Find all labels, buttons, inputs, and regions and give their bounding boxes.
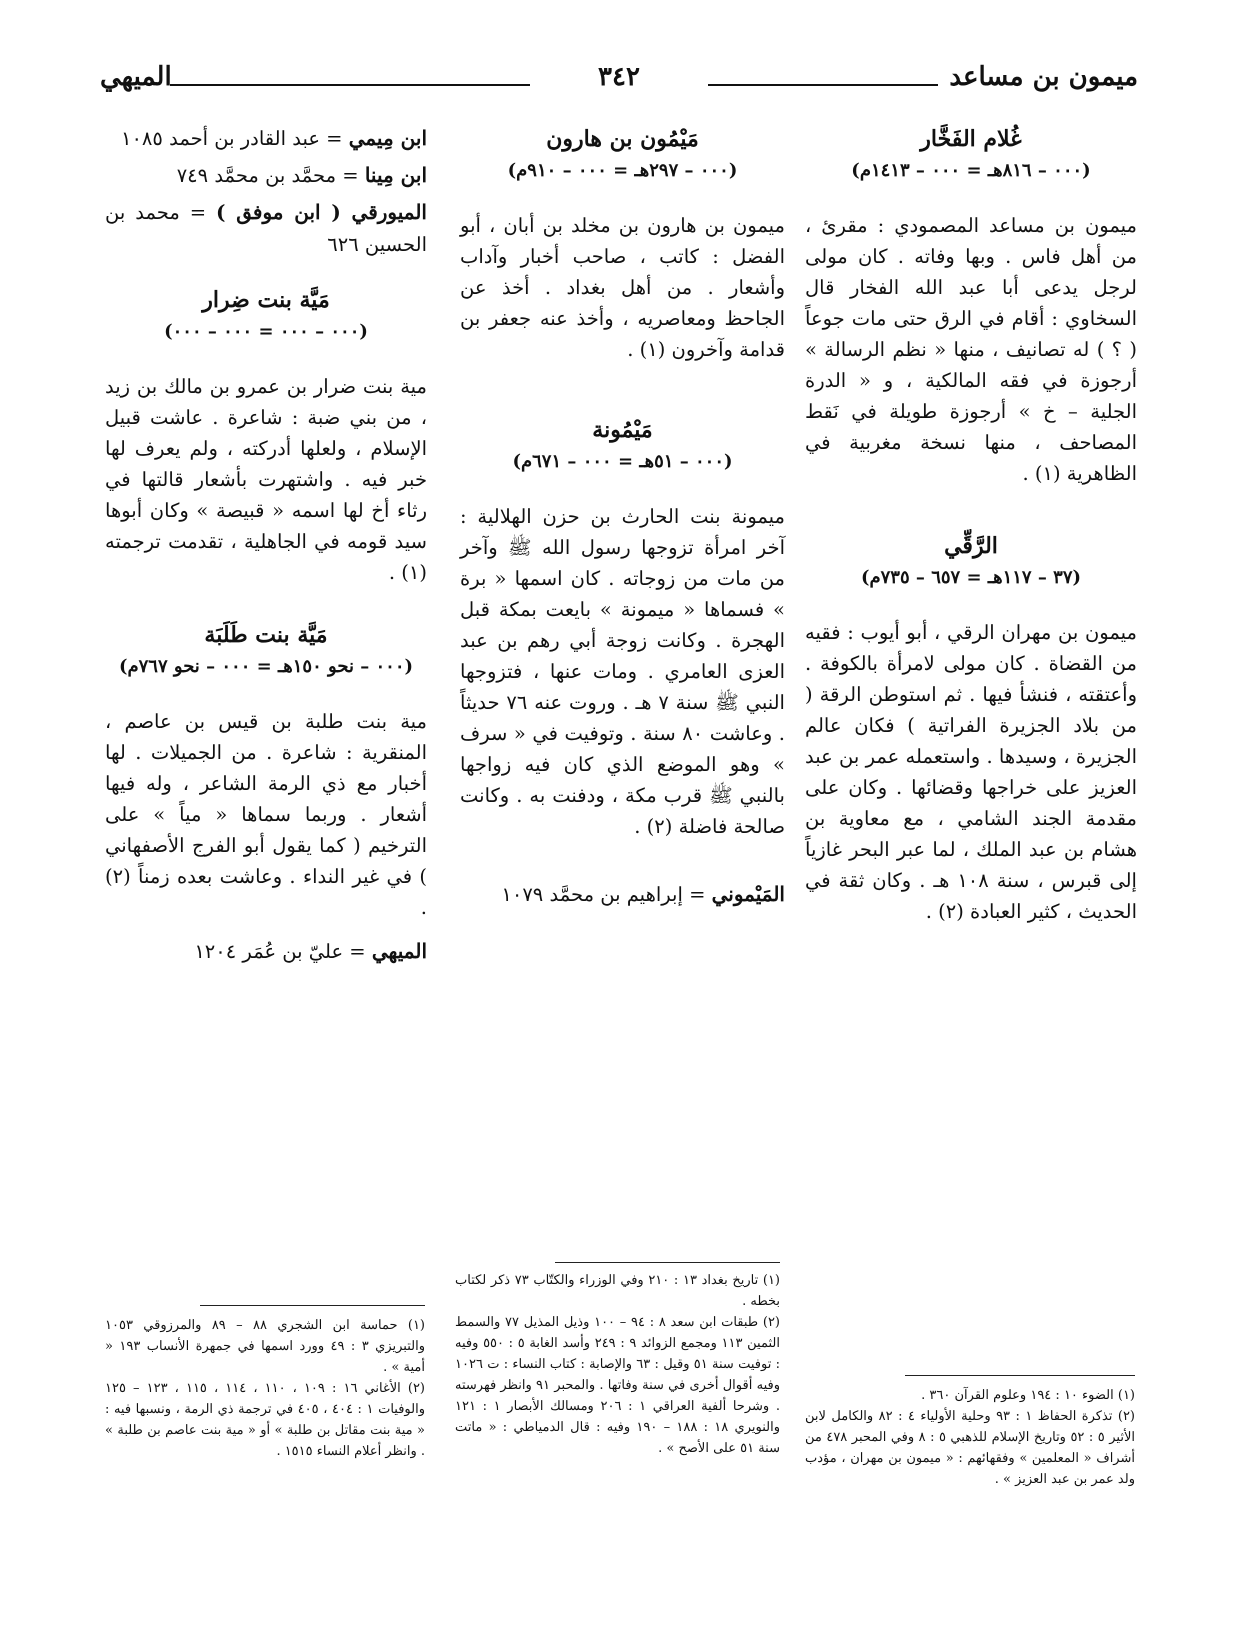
cross-reference [105, 159, 427, 192]
entry-title: غُلام الفَخَّار [920, 126, 1022, 152]
entry-dates: (٠٠٠ – ٢٩٧هـ = ٠٠٠ – ٩١٠م) [507, 160, 738, 181]
entry-dates: (٣٧ – ١١٧هـ = ٦٥٧ – ٧٣٥م) [860, 567, 1082, 588]
xref-name: الميهي [371, 939, 427, 963]
cross-reference [105, 196, 427, 261]
entry-mayya-bint-dirar [105, 283, 427, 588]
entry-mayya-bint-talaba [105, 618, 427, 923]
xref-name: ابن مِيمي [348, 126, 427, 150]
xref-name: الميورقي ( ابن موفق ) [216, 200, 427, 224]
running-head-left: الميهي [100, 62, 172, 92]
page-header [100, 62, 1138, 102]
entry-body: مية بنت طلبة بن قيس بن عاصم ، المنقرية : شاعرة . من الجميلات . لها أخبار مع ذي الرمة الشاعر ، وله فيها أشعار . وربما سماها « مياً » على الترخيم ( كما يقول أبو الفرج الأصفهاني ) في غير النداء . وعاشت بعده زمناً (٢) . [105, 710, 427, 919]
footnote: (١) حماسة ابن الشجري ٨٨ – ٨٩ والمرزوقي ١٠٥٣ والتبريزي ٣ : ٤٩ وورد اسمها في جمهرة الأنساب ١٩٣ « أمية » . [105, 1318, 425, 1375]
entry-title: مَيَّة بنت ضِرار [202, 287, 330, 313]
footnote: (١) تاريخ بغداد ١٣ : ٢١٠ وفي الوزراء والكتّاب ٧٣ ذكر لكتاب بخطه . [455, 1273, 780, 1309]
entry-body: ميمون بن مساعد المصمودي : مقرئ ، من أهل فاس . وبها وفاته . كان مولى لرجل يدعى أبا عبد الله الفخار قال السخاوي : أقام في الرق حتى مات جوعاً ( ؟ ) له تصانيف ، منها « نظم الرسالة » أرجوزة في فقه المالكية ، و « الدرة الجلية – خ » أرجوزة طويلة في نَقط المصاحف ، منها نسخة مغربية في الظاهرية (١) . [805, 214, 1137, 485]
xref-target: = محمَّد بن محمَّد ٧٤٩ [176, 164, 365, 187]
footnote: (٢) الأغاني ١٦ : ١٠٩ ، ١١٠ ، ١١٤ ، ١١٥ ، ١٢٣ – ١٢٥ والوفيات ١ : ٤٠٤ ، ٤٠٥ في ترجمة ذي الرمة ، ونسبها فيه : « مية بنت مقاتل بن طلبة » أو « مية بنت عاصم بن طلبة » . وانظر أعلام النساء ١٥١٥ . [105, 1381, 425, 1459]
xref-target: = عليّ بن عُمَر ١٢٠٤ [194, 940, 372, 963]
footnote-rule [905, 1375, 1135, 1376]
entry-alraqqi [805, 529, 1137, 927]
entry-body: مية بنت ضرار بن عمرو بن مالك بن زيد ، من بني ضبة : شاعرة . عاشت قبيل الإسلام ، ولعلها أدركته ، ولم يعرف لها خبر فيه . واشتهرت بأشعار قالتها في رثاء أخ لها اسمه « قبيصة » وكان أبوها سيد قومه في الجاهلية ، تقدمت ترجمته (١) . [105, 375, 427, 584]
running-head-right: ميمون بن مساعد [949, 62, 1138, 92]
footnote: (٢) تذكرة الحفاظ ١ : ٩٣ وحلية الأولياء ٤ : ٨٢ والكامل لابن الأثير ٥ : ٥٢ وتاريخ الإسلام للذهبي ٥ : ٨ وفي المحبر ٤٧٨ من أشراف « المعلمين » وفقهائهم : « ميمون بن مهران ، مؤدب ولد عمر بن عبد العزيز » . [805, 1409, 1135, 1487]
footnotes-right [805, 1385, 1135, 1490]
entry-dates: (٠٠٠ – ٠٠٠ = ٠٠٠ – ٠٠٠) [164, 321, 368, 342]
footnotes-left [105, 1315, 425, 1462]
entry-maymun-bin-harun [460, 122, 785, 365]
header-rule-left [170, 84, 530, 86]
entry-dates: (٠٠٠ – نحو ١٥٠هـ = ٠٠٠ – نحو ٧٦٧م) [118, 656, 414, 677]
xref-target: = إبراهيم بن محمَّد ١٠٧٩ [501, 883, 712, 906]
column-left [105, 122, 427, 972]
footnotes-middle [455, 1270, 780, 1459]
entry-dates: (٠٠٠ – ٨١٦هـ = ٠٠٠ – ١٤١٣م) [851, 160, 1091, 181]
entry-body: ميمونة بنت الحارث بن حزن الهلالية : آخر امرأة تزوجها رسول الله ﷺ وآخر من مات من زوجاته . كان اسمها « برة » فسماها « ميمونة » بايعت بمكة قبل الهجرة . وكانت زوجة أبي رهم بن عبد العزى العامري . ومات عنها ، فتزوجها النبي ﷺ سنة ٧ هـ . وروت عنه ٧٦ حديثاً . وعاشت ٨٠ سنة . وتوفيت في « سرف » وهو الموضع الذي كان فيه زواجها بالنبي ﷺ قرب مكة ، ودفنت به . وكانت صالحة فاضلة (٢) . [460, 505, 785, 838]
column-middle [460, 122, 785, 915]
header-rule-right [708, 84, 938, 86]
column-right [805, 122, 1137, 927]
cross-reference [460, 878, 785, 911]
entry-dates: (٠٠٠ – ٥١هـ = ٠٠٠ – ٦٧١م) [512, 451, 733, 472]
xref-name: المَيْموني [711, 882, 785, 906]
footnote: (٢) طبقات ابن سعد ٨ : ٩٤ – ١٠٠ وذيل المذيل ٧٧ والسمط الثمين ١١٣ ومجمع الزوائد ٩ : ٢٤٩ وأسد الغابة ٥ : ٥٥٠ وفيه : توفيت سنة ٥١ وقيل : ٦٣ والإصابة : كتاب النساء : ت ١٠٢٦ وفيه أقوال أخرى في سنة وفاتها . والمحبر ٩١ وانظر فهرسته . وشرحا ألفية العراقي ١ : ٢٠٦ ومسالك الأبصار ١ : ١٢١ والنويري ١٨ : ١٨٨ – ١٩٠ وفيه : قال الدمياطي : « ماتت سنة ٥١ على الأصح » . [455, 1315, 780, 1456]
entry-body: ميمون بن مهران الرقي ، أبو أيوب : فقيه من القضاة . كان مولى لامرأة بالكوفة . وأعتقته ، فنشأ فيها . ثم استوطن الرقة ( من بلاد الجزيرة الفراتية ) فكان عالم الجزيرة ، وسيدها . واستعمله عمر بن عبد العزيز على خراجها وقضائها . وكان على مقدمة الجند الشامي ، مع معاوية بن هشام بن عبد الملك ، لما عبر البحر غازياً إلى قبرس ، سنة ١٠٨ هـ . وكان ثقة في الحديث ، كثير العبادة (٢) . [805, 621, 1137, 923]
entry-title: مَيَّة بنت طَلَبَة [204, 622, 328, 648]
entry-title: مَيْمُونة [592, 417, 653, 443]
entry-ghulam-alfakhkhar [805, 122, 1137, 489]
entry-title: مَيْمُون بن هارون [546, 126, 699, 152]
entry-body: ميمون بن هارون بن مخلد بن أبان ، أبو الفضل : كاتب ، صاحب أخبار وآداب وأشعار . من أهل بغداد . أخذ عن الجاحظ ومعاصريه ، وأخذ عنه جعفر بن قدامة وآخرون (١) . [460, 214, 785, 361]
footnote-rule [200, 1305, 425, 1306]
xref-target: = عبد القادر بن أحمد ١٠٨٥ [120, 127, 349, 150]
entry-maymuna [460, 413, 785, 842]
cross-reference [105, 122, 427, 155]
cross-reference [105, 935, 427, 968]
footnote-rule [555, 1262, 780, 1263]
page-number: ٣٤٢ [588, 62, 650, 92]
xref-target: = محمد بن الحسين ٦٢٦ [105, 201, 427, 256]
footnote: (١) الضوء ١٠ : ١٩٤ وعلوم القرآن ٣٦٠ . [921, 1388, 1135, 1403]
entry-title: الرَّقِّي [944, 533, 998, 559]
xref-name: ابن مِينا [364, 163, 427, 187]
